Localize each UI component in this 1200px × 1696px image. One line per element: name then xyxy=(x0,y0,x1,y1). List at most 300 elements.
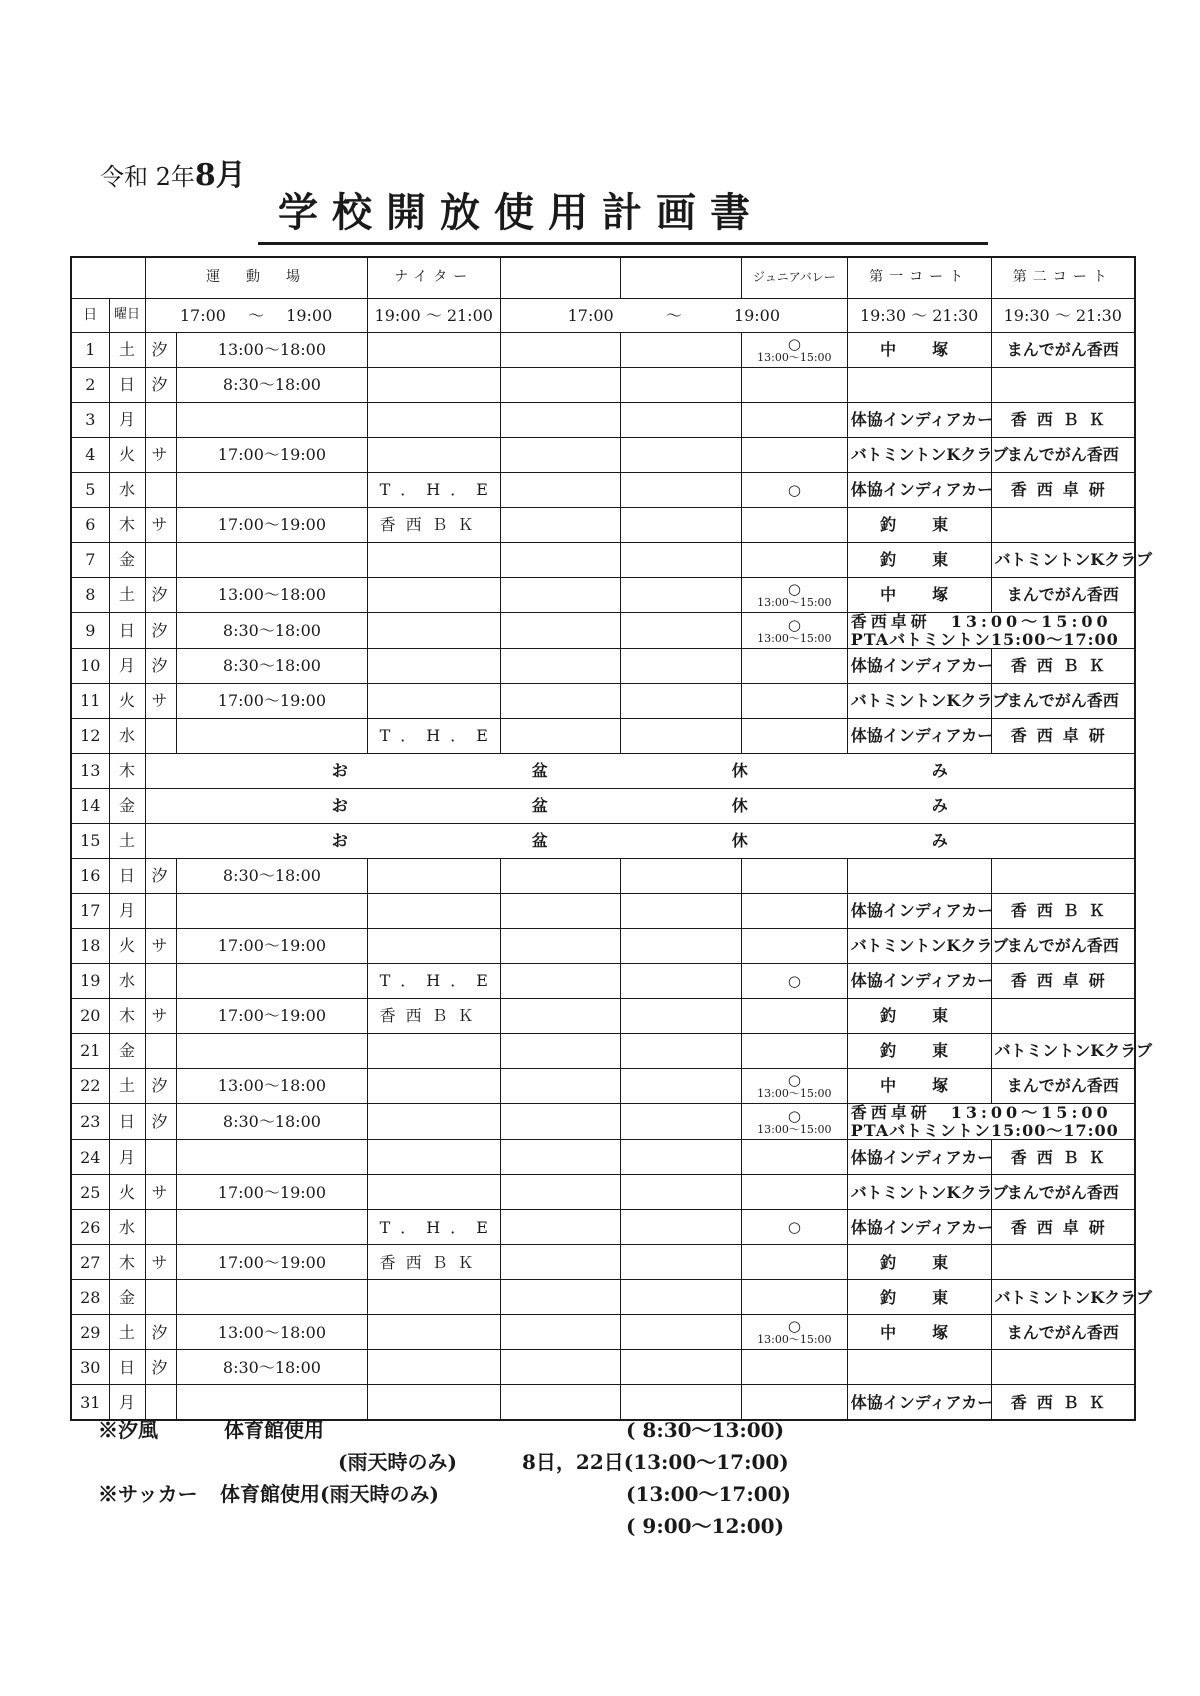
court2-user: まんでがん香西 xyxy=(991,1315,1135,1350)
ground-club: 汐 xyxy=(145,368,177,403)
note-soccer-label: ※サッカー xyxy=(98,1482,198,1506)
gym-cell xyxy=(500,1245,621,1280)
nighter-user xyxy=(367,684,500,719)
day-number: 16 xyxy=(71,859,109,894)
day-number: 30 xyxy=(71,1350,109,1385)
court2-user xyxy=(991,368,1135,403)
court2-user: まんでがん香西 xyxy=(991,684,1135,719)
day-number: 2 xyxy=(71,368,109,403)
day-number: 5 xyxy=(71,473,109,508)
court1-user: 釣 東 xyxy=(847,1245,991,1280)
weekday: 金 xyxy=(109,543,145,578)
note-soccer-time-2: ( 9:00～12:00) xyxy=(626,1514,785,1538)
nighter-user xyxy=(367,929,500,964)
weekday: 金 xyxy=(109,1034,145,1069)
day-number: 20 xyxy=(71,999,109,1034)
nighter-user: T．H．E xyxy=(367,719,500,754)
junior-circle-mark: ○ xyxy=(787,971,801,990)
header-gym-time xyxy=(500,299,847,333)
ground-time: 8:30～18:00 xyxy=(177,613,367,649)
nighter-user: 香西ＢＫ xyxy=(367,508,500,543)
ground-club: 汐 xyxy=(145,613,177,649)
schedule-row xyxy=(71,333,1135,368)
gym-cell xyxy=(621,333,742,368)
junior-volley xyxy=(741,999,847,1034)
gym-cell xyxy=(621,543,742,578)
junior-volley xyxy=(741,1350,847,1385)
ground-time xyxy=(177,964,367,999)
gym-cell xyxy=(500,964,621,999)
ground-club xyxy=(145,964,177,999)
ground-club: 汐 xyxy=(145,1104,177,1140)
gym-cell xyxy=(621,1350,742,1385)
gym-cell xyxy=(500,438,621,473)
court-combined xyxy=(847,1104,1135,1140)
ground-time-from: 17:00 xyxy=(179,305,226,325)
day-number: 13 xyxy=(71,754,109,789)
court2-user xyxy=(991,859,1135,894)
court1-user: 体協インディアカー xyxy=(847,894,991,929)
court-combined-line-2: PTAバトミントン15:00～17:00 xyxy=(850,629,1119,649)
junior-time: 13:00～15:00 xyxy=(757,631,832,645)
obon-char: お xyxy=(331,761,348,781)
schedule-row xyxy=(71,1034,1135,1069)
weekday: 火 xyxy=(109,1175,145,1210)
gym-cell xyxy=(500,473,621,508)
ground-time: 8:30～18:00 xyxy=(177,1104,367,1140)
header-court2-time: 19:30 ～ 21:30 xyxy=(991,299,1135,333)
court1-user: 釣 東 xyxy=(847,1280,991,1315)
nighter-user xyxy=(367,578,500,613)
weekday: 木 xyxy=(109,999,145,1034)
ground-time: 8:30～18:00 xyxy=(177,1350,367,1385)
day-number: 8 xyxy=(71,578,109,613)
note-shiokaze-text: 体育館使用 xyxy=(224,1418,324,1442)
court1-user: 体協インディアカー xyxy=(847,649,991,684)
gym-cell xyxy=(621,1175,742,1210)
court1-user: 体協インディアカー xyxy=(847,473,991,508)
schedule-row xyxy=(71,508,1135,543)
gym-cell xyxy=(500,578,621,613)
gym-cell xyxy=(621,719,742,754)
ground-time: 8:30～18:00 xyxy=(177,859,367,894)
court1-user: 体協インディアカー xyxy=(847,403,991,438)
era-label xyxy=(100,150,246,194)
nighter-user xyxy=(367,403,500,438)
gym-cell xyxy=(621,1034,742,1069)
junior-volley xyxy=(741,578,847,613)
court1-user: 体協インディアカー xyxy=(847,964,991,999)
nighter-user xyxy=(367,543,500,578)
note-line-4 xyxy=(98,1510,878,1542)
junior-volley xyxy=(741,543,847,578)
gym-time-from: 17:00 xyxy=(567,305,614,325)
ground-club xyxy=(145,403,177,438)
court1-user: 中 塚 xyxy=(847,578,991,613)
gym-cell xyxy=(500,929,621,964)
ground-time xyxy=(177,719,367,754)
ground-club: サ xyxy=(145,438,177,473)
weekday: 日 xyxy=(109,613,145,649)
junior-volley xyxy=(741,1034,847,1069)
junior-volley xyxy=(741,1280,847,1315)
schedule-row xyxy=(71,1315,1135,1350)
weekday: 水 xyxy=(109,1210,145,1245)
day-number: 22 xyxy=(71,1069,109,1104)
note-soccer-time-1: (13:00～17:00) xyxy=(626,1482,792,1506)
ground-time xyxy=(177,1034,367,1069)
weekday: 木 xyxy=(109,1245,145,1280)
obon-char: 休 xyxy=(731,761,748,781)
obon-char: お xyxy=(331,796,348,816)
junior-time: 13:00～15:00 xyxy=(757,1122,832,1136)
note-line-3 xyxy=(98,1478,878,1510)
junior-volley xyxy=(741,508,847,543)
gym-cell xyxy=(621,964,742,999)
court2-user xyxy=(991,508,1135,543)
gym-cell xyxy=(500,1034,621,1069)
junior-volley xyxy=(741,894,847,929)
weekday: 土 xyxy=(109,333,145,368)
ground-club xyxy=(145,1140,177,1175)
ground-club: 汐 xyxy=(145,1350,177,1385)
nighter-user xyxy=(367,859,500,894)
era-month: 8月 xyxy=(194,158,246,193)
day-number: 10 xyxy=(71,649,109,684)
junior-time: 13:00～15:00 xyxy=(757,1333,832,1347)
schedule-body xyxy=(71,257,1153,1420)
court1-user: 中 塚 xyxy=(847,1315,991,1350)
ground-time: 13:00～18:00 xyxy=(177,1069,367,1104)
junior-volley xyxy=(741,368,847,403)
header-court1-time: 19:30 ～ 21:30 xyxy=(847,299,991,333)
junior-circle-mark: ○ xyxy=(787,1071,801,1090)
nighter-user: 香西ＢＫ xyxy=(367,1245,500,1280)
schedule-row xyxy=(71,859,1135,894)
court2-user: 香西卓研 xyxy=(991,473,1135,508)
junior-volley xyxy=(741,1315,847,1350)
junior-time: 13:00～15:00 xyxy=(757,596,832,609)
obon-char: み xyxy=(931,761,948,781)
schedule-row xyxy=(71,613,1135,649)
schedule-row xyxy=(71,789,1135,824)
ground-time xyxy=(177,894,367,929)
junior-circle-mark: ○ xyxy=(787,1317,801,1336)
day-number: 29 xyxy=(71,1315,109,1350)
note-shiokaze-time: ( 8:30～13:00) xyxy=(626,1418,785,1442)
junior-circle-mark: ○ xyxy=(787,1217,801,1236)
header-court1: 第一コート xyxy=(847,257,991,299)
nighter-user xyxy=(367,649,500,684)
nighter-user: T．H．E xyxy=(367,473,500,508)
court1-user: 体協インディアカー xyxy=(847,1140,991,1175)
court2-user: 香西ＢＫ xyxy=(991,894,1135,929)
obon-char: お xyxy=(331,831,348,851)
nighter-user xyxy=(367,1175,500,1210)
junior-volley xyxy=(741,1210,847,1245)
court2-user: 香西ＢＫ xyxy=(991,649,1135,684)
ground-club: 汐 xyxy=(145,1069,177,1104)
court2-user: まんでがん香西 xyxy=(991,1175,1135,1210)
ground-time: 8:30～18:00 xyxy=(177,368,367,403)
day-number: 1 xyxy=(71,333,109,368)
junior-volley xyxy=(741,1104,847,1140)
junior-volley xyxy=(741,649,847,684)
header-row-times xyxy=(71,299,1135,333)
junior-volley xyxy=(741,859,847,894)
gym-cell xyxy=(621,1245,742,1280)
court2-user: 香西卓研 xyxy=(991,964,1135,999)
court2-user xyxy=(991,1350,1135,1385)
ground-time: 13:00～18:00 xyxy=(177,1315,367,1350)
junior-circle-mark: ○ xyxy=(787,1106,801,1125)
weekday: 日 xyxy=(109,859,145,894)
junior-volley xyxy=(741,438,847,473)
nighter-user xyxy=(367,1315,500,1350)
ground-time: 13:00～18:00 xyxy=(177,578,367,613)
obon-holiday xyxy=(145,789,1135,824)
junior-volley xyxy=(741,1069,847,1104)
court1-user: 中 塚 xyxy=(847,333,991,368)
schedule-row xyxy=(71,649,1135,684)
nighter-user: 香西ＢＫ xyxy=(367,999,500,1034)
gym-cell xyxy=(621,929,742,964)
gym-cell xyxy=(621,1315,742,1350)
day-number: 28 xyxy=(71,1280,109,1315)
court1-user: バトミントンKクラブ xyxy=(847,929,991,964)
gym-cell xyxy=(500,1350,621,1385)
gym-cell xyxy=(500,508,621,543)
header-day: 日 xyxy=(71,299,109,333)
court1-user: 釣 東 xyxy=(847,1034,991,1069)
junior-circle-mark: ○ xyxy=(787,480,801,499)
day-number: 26 xyxy=(71,1210,109,1245)
weekday: 日 xyxy=(109,1350,145,1385)
court1-user: 釣 東 xyxy=(847,999,991,1034)
court2-user: 香西ＢＫ xyxy=(991,403,1135,438)
ground-time: 17:00～19:00 xyxy=(177,1175,367,1210)
gym-cell xyxy=(500,684,621,719)
weekday: 水 xyxy=(109,473,145,508)
nighter-user xyxy=(367,1140,500,1175)
court2-user xyxy=(991,999,1135,1034)
weekday: 水 xyxy=(109,964,145,999)
weekday: 火 xyxy=(109,929,145,964)
schedule-row xyxy=(71,964,1135,999)
day-number: 23 xyxy=(71,1104,109,1140)
gym-cell xyxy=(621,684,742,719)
obon-char: み xyxy=(931,831,948,851)
ground-club: サ xyxy=(145,1245,177,1280)
day-number: 3 xyxy=(71,403,109,438)
gym-cell xyxy=(500,719,621,754)
court1-user: バトミントンKクラブ xyxy=(847,438,991,473)
junior-volley xyxy=(741,929,847,964)
ground-time: 17:00～19:00 xyxy=(177,999,367,1034)
weekday: 日 xyxy=(109,368,145,403)
court1-user xyxy=(847,1350,991,1385)
ground-club xyxy=(145,473,177,508)
gym-cell xyxy=(500,1315,621,1350)
weekday: 火 xyxy=(109,684,145,719)
page-title: 学校開放使用計画書 xyxy=(258,188,988,245)
ground-time xyxy=(177,1140,367,1175)
junior-circle-mark: ○ xyxy=(787,580,801,598)
court2-user: まんでがん香西 xyxy=(991,438,1135,473)
junior-volley xyxy=(741,719,847,754)
header-gym-blank-2 xyxy=(621,257,742,299)
header-nighter-time: 19:00 ～ 21:00 xyxy=(367,299,500,333)
court2-user: まんでがん香西 xyxy=(991,1069,1135,1104)
nighter-user: T．H．E xyxy=(367,964,500,999)
weekday: 月 xyxy=(109,649,145,684)
schedule-row xyxy=(71,368,1135,403)
schedule-row xyxy=(71,1104,1135,1140)
gym-cell xyxy=(500,613,621,649)
header-row-categories xyxy=(71,257,1135,299)
nighter-user xyxy=(367,1350,500,1385)
junior-volley xyxy=(741,473,847,508)
gym-cell xyxy=(621,613,742,649)
gym-cell xyxy=(621,649,742,684)
court1-user xyxy=(847,368,991,403)
weekday: 火 xyxy=(109,438,145,473)
header-nighter: ナイター xyxy=(367,257,500,299)
court1-user: バトミントンKクラブ xyxy=(847,684,991,719)
ground-club: 汐 xyxy=(145,333,177,368)
court2-user: まんでがん香西 xyxy=(991,578,1135,613)
gym-cell xyxy=(621,1069,742,1104)
nighter-user xyxy=(367,613,500,649)
ground-time: 17:00～19:00 xyxy=(177,508,367,543)
ground-time: 17:00～19:00 xyxy=(177,684,367,719)
court2-user: 香西ＢＫ xyxy=(991,1140,1135,1175)
schedule-row xyxy=(71,999,1135,1034)
ground-time-to: 19:00 xyxy=(286,305,333,325)
ground-club xyxy=(145,1034,177,1069)
gym-cell xyxy=(621,438,742,473)
weekday: 月 xyxy=(109,403,145,438)
ground-club: 汐 xyxy=(145,1315,177,1350)
weekday: 木 xyxy=(109,754,145,789)
day-number: 24 xyxy=(71,1140,109,1175)
ground-time xyxy=(177,403,367,438)
ground-time: 17:00～19:00 xyxy=(177,929,367,964)
junior-volley xyxy=(741,964,847,999)
day-number: 9 xyxy=(71,613,109,649)
day-number: 27 xyxy=(71,1245,109,1280)
gym-cell xyxy=(621,894,742,929)
nighter-user xyxy=(367,1104,500,1140)
schedule-row xyxy=(71,438,1135,473)
ground-time-tilde: ～ xyxy=(248,305,265,325)
weekday: 土 xyxy=(109,824,145,859)
obon-char: み xyxy=(931,796,948,816)
junior-volley xyxy=(741,684,847,719)
junior-volley xyxy=(741,403,847,438)
schedule-row xyxy=(71,1069,1135,1104)
weekday: 土 xyxy=(109,1315,145,1350)
ground-time xyxy=(177,1280,367,1315)
ground-time xyxy=(177,473,367,508)
gym-cell xyxy=(500,894,621,929)
ground-club xyxy=(145,1210,177,1245)
day-number: 14 xyxy=(71,789,109,824)
ground-time xyxy=(177,1210,367,1245)
obon-char: 盆 xyxy=(531,796,548,816)
header-ground-time xyxy=(145,299,367,333)
ground-time xyxy=(177,543,367,578)
day-number: 7 xyxy=(71,543,109,578)
day-number: 18 xyxy=(71,929,109,964)
ground-club: サ xyxy=(145,508,177,543)
ground-club: サ xyxy=(145,929,177,964)
weekday: 水 xyxy=(109,719,145,754)
nighter-user xyxy=(367,368,500,403)
obon-char: 盆 xyxy=(531,761,548,781)
note-soccer-text: 体育館使用(雨天時のみ) xyxy=(220,1482,439,1506)
gym-cell xyxy=(621,1140,742,1175)
court2-user xyxy=(991,1245,1135,1280)
ground-club: 汐 xyxy=(145,649,177,684)
ground-club: 汐 xyxy=(145,859,177,894)
gym-cell xyxy=(621,508,742,543)
weekday: 月 xyxy=(109,894,145,929)
junior-volley xyxy=(741,613,847,649)
note-line-2 xyxy=(98,1446,878,1478)
ground-club xyxy=(145,1280,177,1315)
header-court2: 第二コート xyxy=(991,257,1135,299)
junior-time: 13:00～15:00 xyxy=(757,1087,832,1101)
junior-circle-mark: ○ xyxy=(787,615,801,634)
weekday: 土 xyxy=(109,578,145,613)
schedule-row xyxy=(71,929,1135,964)
weekday: 土 xyxy=(109,1069,145,1104)
obon-holiday xyxy=(145,824,1135,859)
gym-cell xyxy=(500,1069,621,1104)
ground-club: サ xyxy=(145,999,177,1034)
header-ground: 運 動 場 xyxy=(145,257,367,299)
nighter-user xyxy=(367,1034,500,1069)
note-rain-condition: (雨天時のみ) xyxy=(338,1450,457,1474)
schedule-row xyxy=(71,1210,1135,1245)
court-combined-line-2: PTAバトミントン15:00～17:00 xyxy=(850,1120,1119,1140)
gym-cell xyxy=(621,1280,742,1315)
nighter-user xyxy=(367,894,500,929)
day-number: 19 xyxy=(71,964,109,999)
court2-user: 香西ＢＫ xyxy=(991,1385,1135,1421)
header-junior: ジュニアバレー xyxy=(741,257,847,299)
schedule-row xyxy=(71,1280,1135,1315)
schedule-row xyxy=(71,578,1135,613)
gym-cell xyxy=(500,1210,621,1245)
gym-cell xyxy=(500,368,621,403)
schedule-row xyxy=(71,1245,1135,1280)
nighter-user xyxy=(367,438,500,473)
gym-cell xyxy=(621,368,742,403)
header-gym-blank-1 xyxy=(500,257,621,299)
court-combined xyxy=(847,613,1135,649)
gym-cell xyxy=(621,999,742,1034)
court2-user: バトミントンKクラブ xyxy=(991,1280,1135,1315)
schedule-row xyxy=(71,719,1135,754)
day-number: 6 xyxy=(71,508,109,543)
weekday: 金 xyxy=(109,789,145,824)
ground-time: 17:00～19:00 xyxy=(177,438,367,473)
schedule-row xyxy=(71,754,1135,789)
junior-volley xyxy=(741,333,847,368)
gym-cell xyxy=(500,1104,621,1140)
